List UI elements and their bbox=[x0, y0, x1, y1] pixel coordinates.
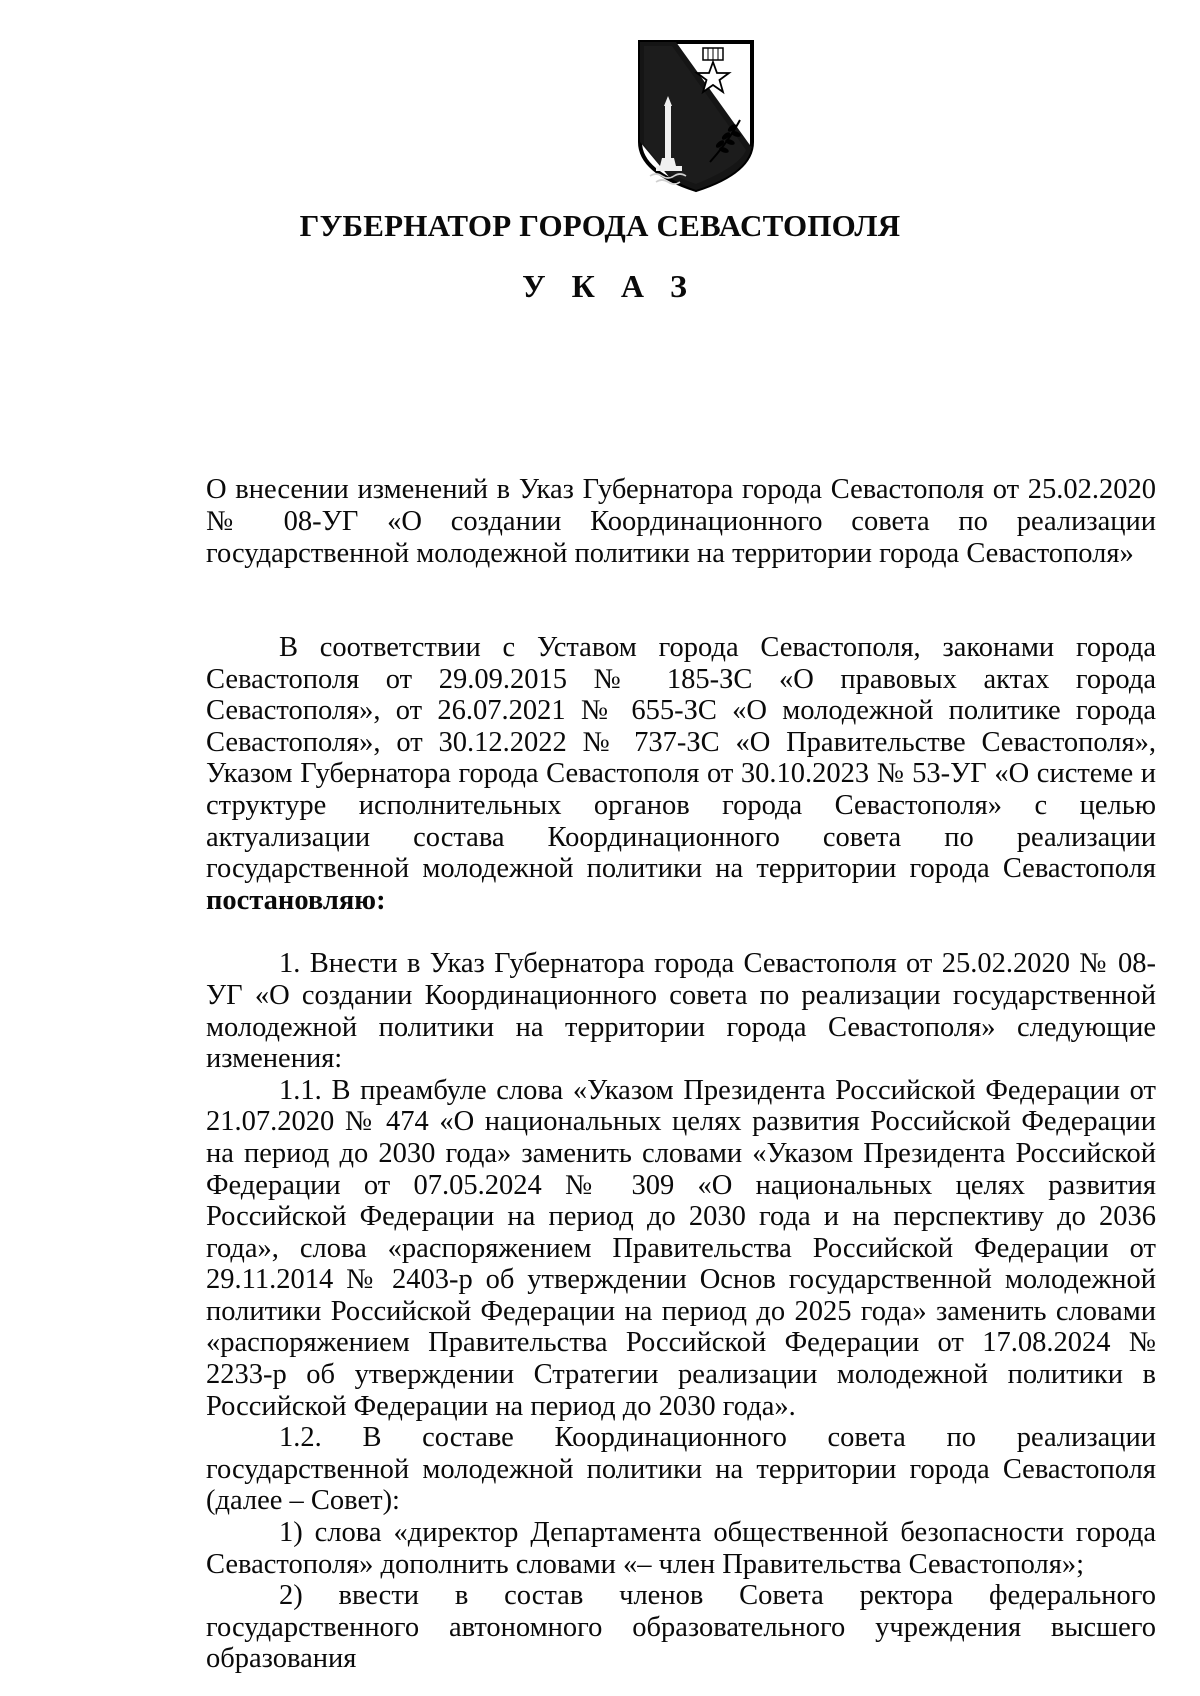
clause-1-2-item-2: 2) ввести в состав членов Совета ректора федерального государственного автономного образовательного учреждения высшего образования bbox=[206, 1580, 1156, 1675]
document-subject: О внесении изменений в Указ Губернатора города Севастополя от 25.02.2020 № 08-УГ «О создании Координационного совета по реализации государственной молодежной политики на территории города Севастополя» bbox=[206, 474, 1156, 569]
clause-1: 1. Внести в Указ Губернатора города Севастополя от 25.02.2020 № 08-УГ «О создании Координационного совета по реализации государственной молодежной политики на территории города Севастополя» следующие изменения: bbox=[206, 948, 1156, 1075]
clause-1-2-item-1: 1) слова «директор Департамента общественной безопасности города Севастополя» дополнить словами «– член Правительства Севастополя»; bbox=[206, 1517, 1156, 1580]
document-body bbox=[206, 632, 1156, 1675]
document-type-heading: У К А З bbox=[522, 268, 696, 304]
clause-1-1: 1.1. В преамбуле слова «Указом Президента Российской Федерации от 21.07.2020 № 474 «О национальных целях развития Российской Федерации на период до 2030 года» заменить словами «Указом Президента Российской Федерации от 07.05.2024 № 309 «О национальных целях развития Российской Федерации на период до 2030 года и на перспективу до 2036 года», слова «распоряжением Правительства Российской Федерации от 29.11.2014 № 2403-р об утверждении Основ государственной молодежной политики Российской Федерации на период до 2025 года» заменить словами «распоряжением Правительства Российской Федерации от 17.08.2024 № 2233-р об утверждении Стратегии реализации молодежной политики в Российской Федерации на период до 2030 года». bbox=[206, 1074, 1156, 1422]
coat-of-arms-icon bbox=[636, 38, 756, 196]
preamble-paragraph bbox=[206, 632, 1156, 916]
issuing-authority-heading: ГУБЕРНАТОР ГОРОДА СЕВАСТОПОЛЯ bbox=[299, 208, 901, 243]
decree-word: постановляю: bbox=[206, 884, 386, 916]
clause-1-2: 1.2. В составе Координационного совета по реализации государственной молодежной политики на территории города Севастополя (далее – Совет): bbox=[206, 1422, 1156, 1517]
preamble-text: В соответствии с Уставом города Севастополя, законами города Севастополя от 29.09.2015 № 185-ЗС «О правовых актах города Севастополя», от 26.07.2021 № 655-ЗС «О молодежной политике города Севастополя», от 30.12.2022 № 737-ЗС «О Правительстве Севастополя», Указом Губернатора города Севастополя от 30.10.2023 № 53-УГ «О системе и структуре исполнительных органов города Севастополя» с целью актуализации состава Координационного совета по реализации государственной молодежной политики на территории города Севастополя bbox=[206, 632, 1156, 885]
